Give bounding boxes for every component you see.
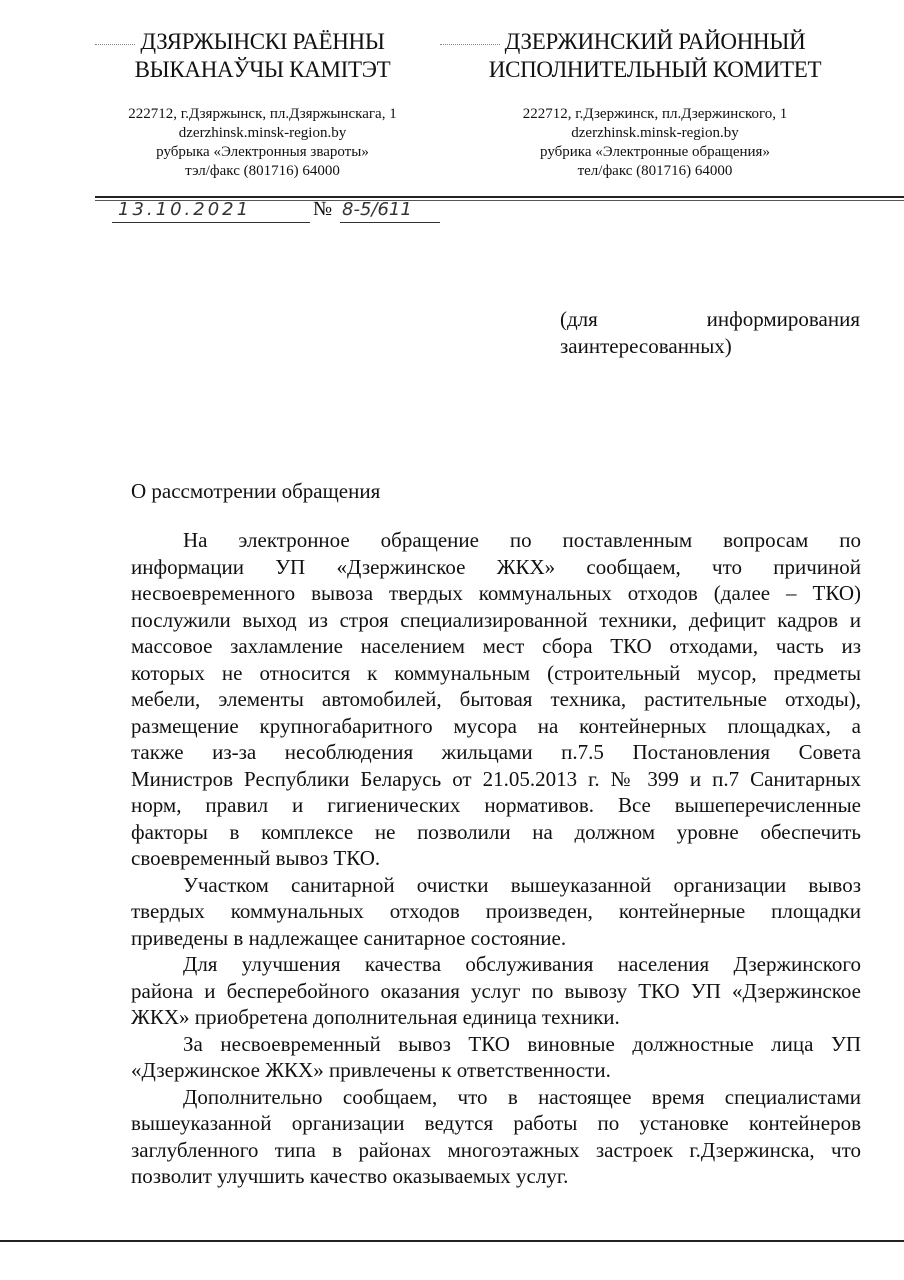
header-divider bbox=[95, 196, 904, 198]
address: 222712, г.Дзержинск, пл.Дзержинского, 1 bbox=[522, 106, 788, 122]
number-label: № bbox=[313, 198, 333, 220]
text-line: норм, правил и гигиенических нормативов. Все вышеперечисленные bbox=[131, 793, 861, 817]
text-line: «Дзержинское ЖКХ» привлечены к ответственности. bbox=[131, 1058, 611, 1082]
paragraph bbox=[131, 1031, 861, 1084]
paragraph bbox=[131, 1084, 861, 1190]
letter-body bbox=[131, 527, 861, 1190]
text-line: твердых коммунальных отходов произведен, контейнерные площадки bbox=[131, 899, 861, 923]
text-line: несвоевременного вывоза твердых коммунальных отходов (далее – ТКО) bbox=[131, 581, 861, 605]
text-line: На электронное обращение по поставленным вопросам по bbox=[183, 528, 861, 552]
paragraph bbox=[131, 527, 861, 872]
address: 222712, г.Дзяржынск, пл.Дзяржынскага, 1 bbox=[128, 106, 397, 122]
text-line: информации УП «Дзержинское ЖКХ» сообщаем, что причиной bbox=[131, 554, 861, 579]
rubric: рубрыка «Электронныя звароты» bbox=[156, 144, 369, 160]
text-line: которых не относится к коммунальным (строительный мусор, предметы bbox=[131, 660, 861, 685]
paragraph bbox=[131, 951, 861, 1031]
org-line: ДЗЕРЖИНСКИЙ РАЙОННЫЙ bbox=[504, 29, 806, 54]
website: dzerzhinsk.minsk-region.by bbox=[178, 125, 347, 141]
org-name-by bbox=[100, 28, 425, 84]
text-line: Для улучшения качества обслуживания населения Дзержинского bbox=[183, 952, 861, 976]
text-line: факторы в комплексе не позволили на должном уровне обеспечить bbox=[131, 819, 861, 844]
addressee-text: (для bbox=[560, 307, 598, 331]
text-line: Участком санитарной очистки вышеуказанной организации вывоз bbox=[183, 872, 861, 897]
org-line: ИСПОЛНИТЕЛЬНЫЙ КОМИТЕТ bbox=[488, 57, 822, 82]
contacts-ru bbox=[470, 105, 840, 181]
addressee-text: заинтересованных) bbox=[560, 333, 732, 358]
text-line: За несвоевременный вывоз ТКО виновные должностные лица УП bbox=[183, 1031, 861, 1056]
org-line: ДЗЯРЖЫНСКІ РАЁННЫ bbox=[140, 29, 385, 54]
footer-divider bbox=[0, 1240, 904, 1242]
text-line: заглубленного типа в районах многоэтажных застроек г.Дзержинска, что bbox=[131, 1137, 861, 1162]
rubric: рубрика «Электронные обращения» bbox=[540, 144, 770, 160]
phone: тел/факс (801716) 64000 bbox=[577, 163, 733, 179]
text-line: вышеуказанной организации ведутся работы по установке контейнеров bbox=[131, 1111, 861, 1135]
registration-date: 13.10.2021 bbox=[118, 199, 252, 220]
text-line: мебели, элементы автомобилей, бытовая техника, растительные отходы), bbox=[131, 687, 861, 711]
text-line: размещение крупногабаритного мусора на контейнерных площадках, а bbox=[131, 713, 861, 738]
org-name-ru bbox=[470, 28, 840, 84]
text-line: Министров Республики Беларусь от 21.05.2013 г. № 399 и п.7 Санитарных bbox=[131, 766, 861, 791]
text-line: Дополнительно сообщаем, что в настоящее время специалистами bbox=[183, 1084, 861, 1109]
addressee-text: информирования bbox=[706, 307, 860, 331]
text-line: ЖКХ» приобретена дополнительная единица техники. bbox=[131, 1005, 620, 1029]
subject-line: О рассмотрении обращения bbox=[131, 479, 381, 503]
text-line: своевременный вывоз ТКО. bbox=[131, 846, 381, 870]
contacts-by bbox=[100, 105, 425, 181]
text-line: послужили выход из строя специализированной техники, дефицит кадров и bbox=[131, 607, 861, 632]
paragraph bbox=[131, 872, 861, 952]
text-line: района и бесперебойного оказания услуг по вывозу ТКО УП «Дзержинское bbox=[131, 978, 861, 1003]
phone: тэл/факс (801716) 64000 bbox=[185, 163, 340, 179]
text-line: позволит улучшить качество оказываемых услуг. bbox=[131, 1164, 569, 1188]
text-line: массовое захламление населением мест сбора ТКО отходами, часть из bbox=[131, 634, 861, 658]
registration-number: 8-5/611 bbox=[342, 199, 412, 220]
number-underline bbox=[340, 222, 440, 223]
addressee bbox=[560, 306, 860, 359]
text-line: также из-за несоблюдения жильцами п.7.5 Постановления Совета bbox=[131, 740, 861, 764]
website: dzerzhinsk.minsk-region.by bbox=[571, 125, 739, 141]
org-line: ВЫКАНАЎЧЫ КАМІТЭТ bbox=[134, 57, 391, 82]
date-underline bbox=[112, 222, 310, 223]
text-line: приведены в надлежащее санитарное состояние. bbox=[131, 925, 567, 950]
